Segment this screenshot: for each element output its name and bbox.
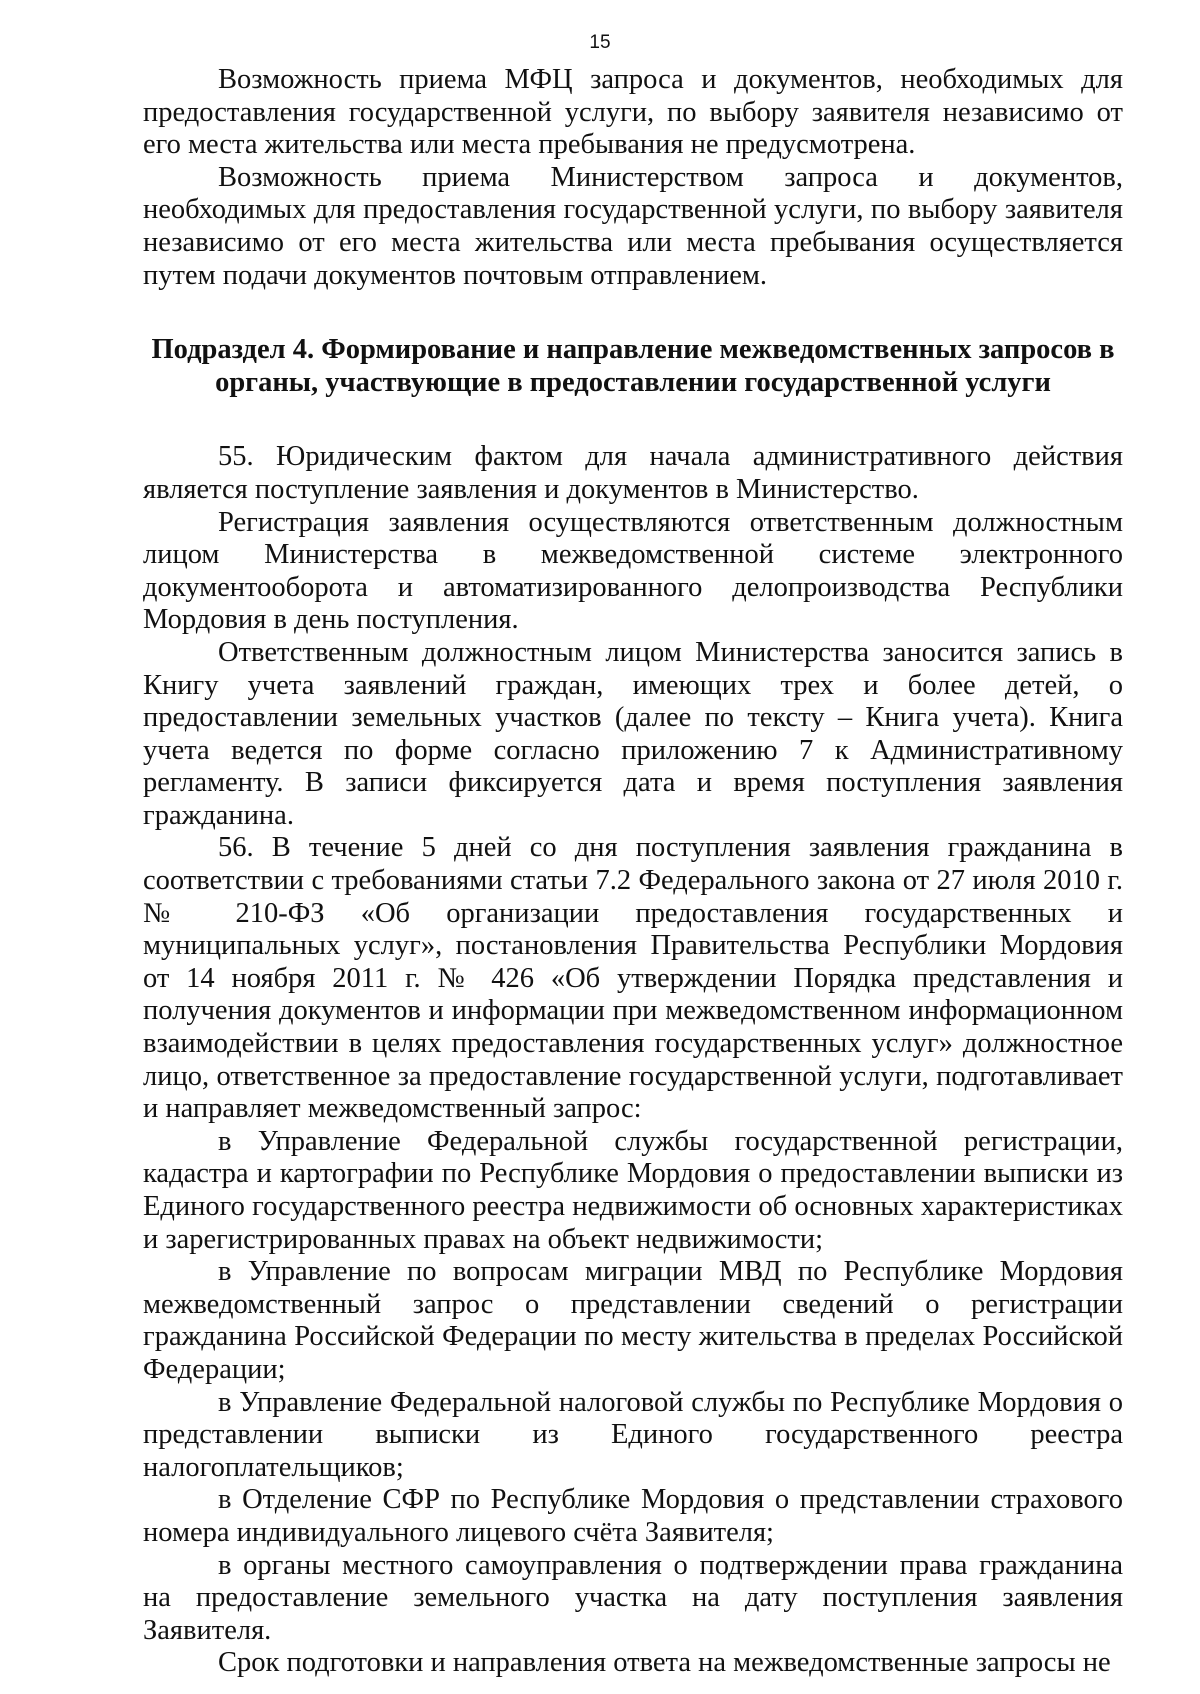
document-body: [143, 64, 1123, 1680]
paragraph-56: 56. В течение 5 дней со дня поступления заявления гражданина в соответствии с требованиями статьи 7.2 Федерального закона от 27 июля 2010 г. № 210-ФЗ «Об организации предоставления государственных и муниципальных услуг», постановления Правительства Республики Мордовия от 14 ноября 2011 г. № 426 «Об утверждении Порядка представления и получения документов и информации при межведомственном информационном взаимодействии в целях предоставления государственных услуг» должностное лицо, ответственное за предоставление государственной услуги, подготавливает и направляет межведомственный запрос:: [143, 832, 1123, 1125]
section-heading-line-1: Подраздел 4. Формирование и направление межведомственных запросов в: [151, 334, 1115, 366]
page-number: 15: [589, 32, 611, 53]
paragraph-response-deadline: Срок подготовки и направления ответа на межведомственные запросы не: [218, 1647, 1111, 1679]
paragraph-sfr-request: в Отделение СФР по Республике Мордовия о представлении страхового номера индивидуального лицевого счёта Заявителя;: [143, 1484, 1123, 1548]
paragraph-registration: Регистрация заявления осуществляются ответственным должностным лицом Министерства в межведомственной системе электронного документооборота и автоматизированного делопроизводства Республики Мордовия в день поступления.: [143, 506, 1123, 636]
paragraph-rosreestr-request: в Управление Федеральной службы государственной регистрации, кадастра и картографии по Республике Мордовия о предоставлении выписки из Единого государственного реестра недвижимости об основных характеристиках и зарегистрированных правах на объект недвижимости;: [143, 1125, 1123, 1255]
paragraph-55: 55. Юридическим фактом для начала административного действия является поступление заявления и документов в Министерство.: [143, 441, 1123, 505]
paragraph-mfc-reception: Возможность приема МФЦ запроса и документов, необходимых для предоставления государственной услуги, по выбору заявителя независимо от его места жительства или места пребывания не предусмотрена.: [143, 64, 1123, 161]
section-heading-line-2: органы, участвующие в предоставлении государственной услуги: [215, 366, 1051, 398]
paragraph-local-government-request: в органы местного самоуправления о подтверждении права гражданина на предоставление земельного участка на дату поступления заявления Заявителя.: [143, 1549, 1123, 1646]
paragraph-record-book: Ответственным должностным лицом Министерства заносится запись в Книгу учета заявлений граждан, имеющих трех и более детей, о предоставлении земельных участков (далее по тексту – Книга учета). Книга учета ведется по форме согласно приложению 7 к Административному регламенту. В записи фиксируется дата и время поступления заявления гражданина.: [143, 636, 1123, 831]
section-heading: [143, 334, 1123, 399]
paragraph-tax-request: в Управление Федеральной налоговой службы по Республике Мордовия о представлении выписки из Единого государственного реестра налогоплательщиков;: [143, 1386, 1123, 1483]
paragraph-migration-request: в Управление по вопросам миграции МВД по Республике Мордовия межведомственный запрос о представлении сведений о регистрации гражданина Российской Федерации по месту жительства в пределах Российской Федерации;: [143, 1256, 1123, 1385]
paragraph-ministry-reception: Возможность приема Министерством запроса и документов, необходимых для предоставления государственной услуги, по выбору заявителя независимо от его места жительства или места пребывания осуществляется путем подачи документов почтовым отправлением.: [143, 161, 1123, 291]
